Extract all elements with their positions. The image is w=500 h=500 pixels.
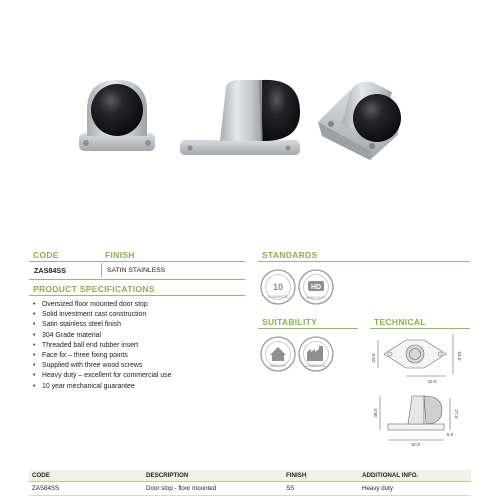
specs-list (33, 300, 171, 392)
col-code: CODE (29, 470, 143, 482)
table-header-row (29, 470, 471, 482)
col-description: DESCRIPTION (143, 470, 283, 482)
product-finish: SATIN STAINLESS (107, 267, 166, 274)
guarantee-word: GUARANTEE (268, 295, 288, 299)
domestic-word: DOMESTIC (269, 364, 287, 368)
guarantee-badge-icon (261, 270, 295, 304)
spec-item: • Threaded ball end rubber insert (33, 341, 171, 351)
dim-22: 22.0 (427, 379, 437, 384)
dim-60: 60.0 (411, 442, 421, 447)
code-rule-bottom (29, 279, 245, 280)
code-header: CODE (33, 250, 59, 260)
spec-item: • Satin stainless steel finish (33, 320, 171, 330)
code-rule-top (29, 261, 245, 262)
technical-header: TECHNICAL (374, 317, 426, 327)
dim-29: 29.0 (371, 353, 376, 363)
photo-side-view (180, 80, 300, 155)
commercial-building-icon (299, 337, 333, 371)
technical-drawing (366, 332, 472, 450)
spec-item: • Solid investment cast construction (33, 310, 171, 320)
cell-finish: SS (283, 482, 359, 496)
specs-rule (29, 295, 245, 296)
dim-38: 38.0 (373, 408, 378, 418)
technical-side-view (380, 396, 450, 440)
product-code: ZAS84SS (34, 266, 66, 275)
code-divider (101, 263, 102, 277)
commercial-word: COMMERCIAL (305, 364, 327, 368)
technical-top-view (378, 334, 453, 376)
dim-51: 51.0 (457, 351, 462, 361)
spec-item: • Supplied with three wood screws (33, 361, 171, 371)
photo-front-view (79, 80, 155, 151)
heavy-duty-badge-icon (299, 270, 333, 304)
hd-word: HEAVY DUTY (305, 296, 327, 300)
product-photos (0, 0, 500, 235)
spec-item: • Oversized floor mounted door stop (33, 300, 171, 310)
cell-description: Door stop - floor mounted (143, 482, 283, 496)
suitability-rule (258, 328, 358, 329)
specs-header: PRODUCT SPECIFICATIONS (33, 284, 155, 294)
standards-badges (258, 265, 348, 309)
spec-item: • 10 year mechanical guarantee (33, 382, 171, 392)
spec-item: • Face fix – three fixing points (33, 351, 171, 361)
dim-5: 5.0 (446, 432, 454, 437)
spec-item: • Heavy duty – excellent for commercial use (33, 371, 171, 381)
col-finish: FINISH (283, 470, 359, 482)
suitability-header: SUITABILITY (262, 317, 318, 327)
suitability-badges (258, 332, 348, 376)
hd-label: HD (310, 284, 322, 292)
domestic-house-icon (261, 337, 295, 371)
guarantee-number: 10 (272, 282, 284, 292)
table-row (29, 482, 471, 496)
cell-code: ZAS84SS (29, 482, 143, 496)
standards-rule (258, 261, 470, 262)
col-additional-info: ADDITIONAL INFO. (359, 470, 471, 482)
cell-additional-info: Heavy duty (359, 482, 471, 496)
technical-rule (370, 328, 470, 329)
photo-angled-view (318, 82, 401, 160)
standards-header: STANDARDS (262, 250, 318, 260)
product-table (29, 470, 471, 496)
dim-27: 27.0 (454, 409, 459, 419)
finish-header: FINISH (105, 250, 135, 260)
spec-item: • 304 Grade material (33, 331, 171, 341)
